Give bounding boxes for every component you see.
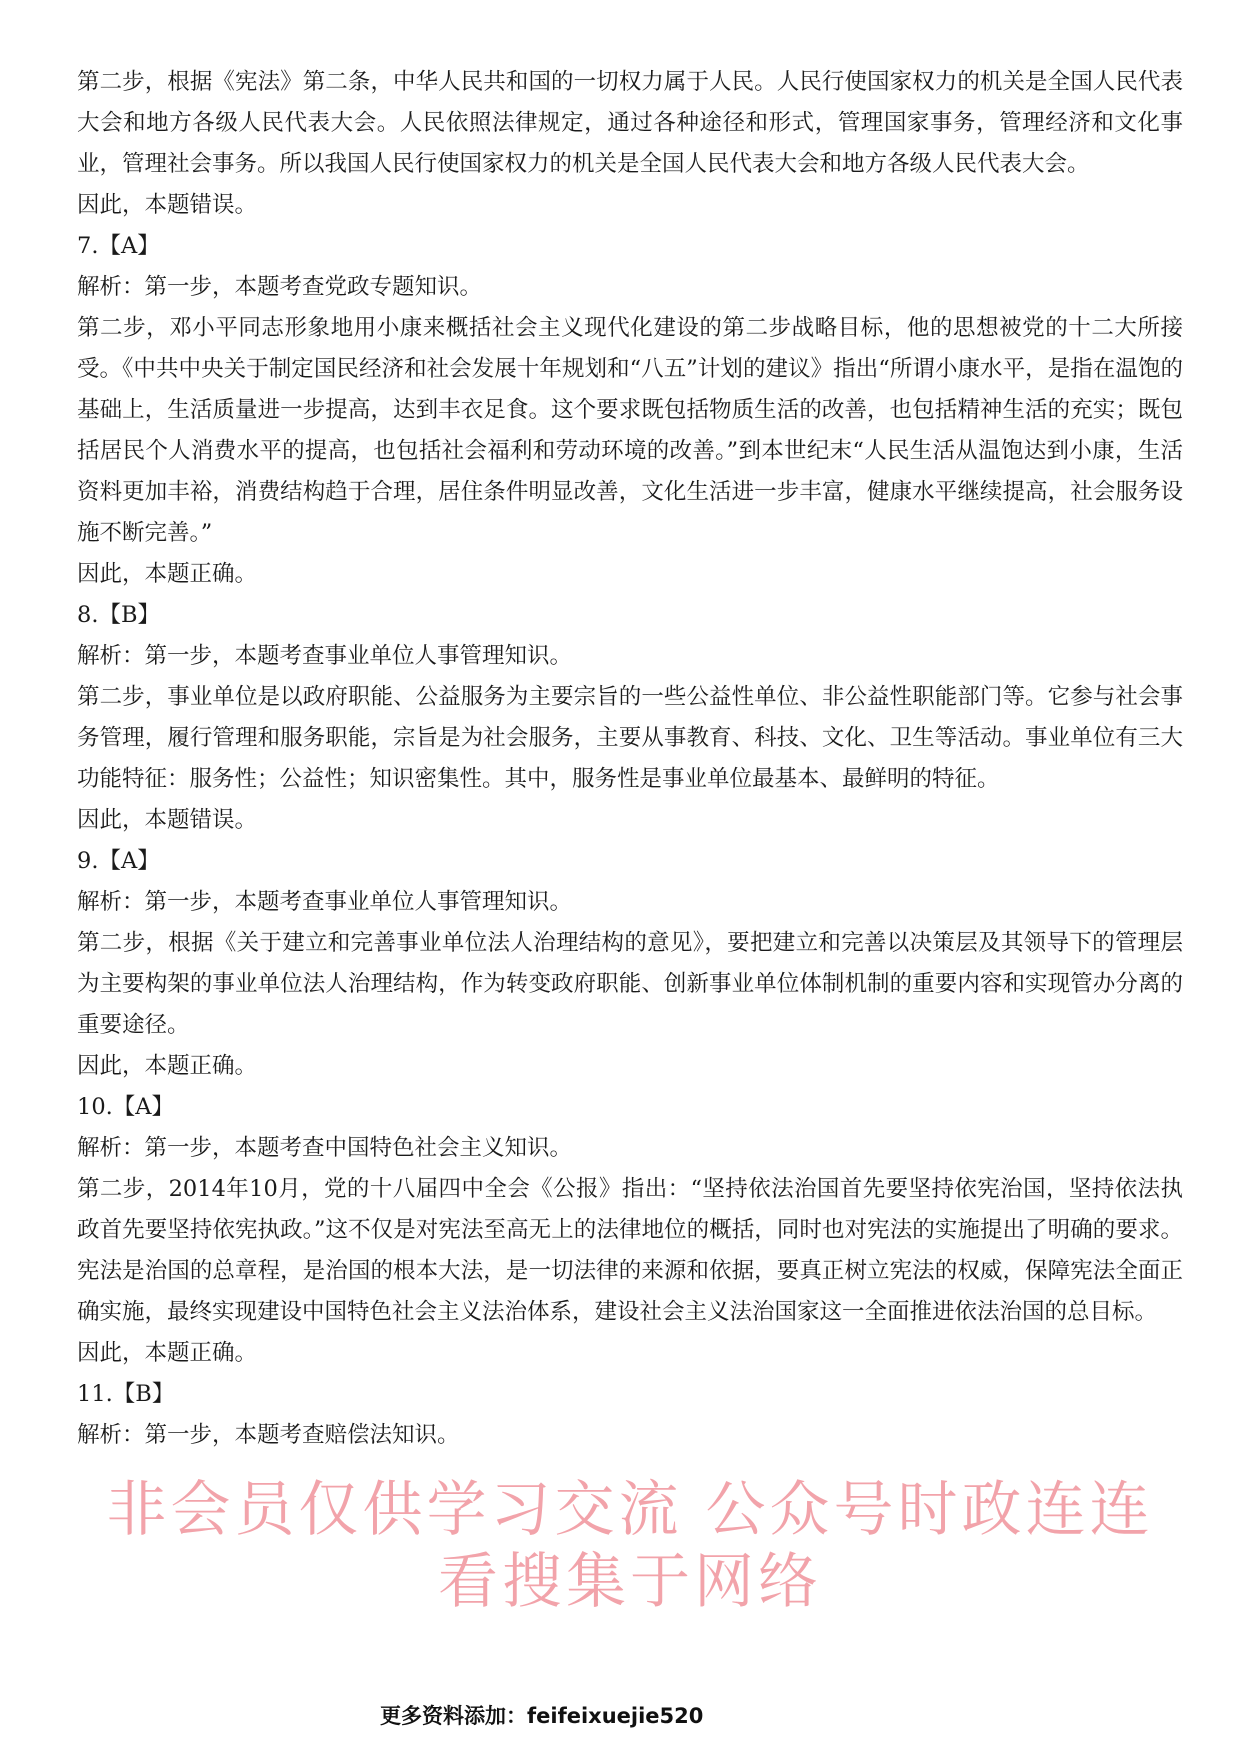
paragraph: 因此，本题正确。 bbox=[77, 1053, 258, 1079]
question-heading: 10.【A】 bbox=[77, 1094, 175, 1120]
paragraph: 因此，本题错误。 bbox=[77, 192, 258, 218]
question-heading: 7.【A】 bbox=[77, 233, 160, 259]
footer-note: 更多资料添加：feifeixuejie520 bbox=[380, 1704, 704, 1728]
paragraph: 解析：第一步，本题考查事业单位人事管理知识。 bbox=[77, 889, 573, 915]
paragraph: 解析：第一步，本题考查中国特色社会主义知识。 bbox=[77, 1135, 573, 1161]
watermark: 非会员仅供学习交流 公众号时政连连看搜集于网络 bbox=[106, 1475, 1154, 1617]
question-heading: 11.【B】 bbox=[77, 1381, 175, 1407]
paragraph: 因此，本题正确。 bbox=[77, 561, 258, 587]
paragraph: 解析：第一步，本题考查党政专题知识。 bbox=[77, 274, 483, 300]
paragraph: 解析：第一步，本题考查事业单位人事管理知识。 bbox=[77, 643, 573, 669]
paragraph: 第二步，事业单位是以政府职能、公益服务为主要宗旨的一些公益性单位、非公益性职能部门等。它参与社会事务管理，履行管理和服务职能，宗旨是为社会服务，主要从事教育、科技、文化、卫生等活动。事业单位有三大功能特征：服务性；公益性；知识密集性。其中，服务性是事业单位最基本、最鲜明的特征。 bbox=[77, 684, 1183, 792]
paragraph: 第二步，根据《关于建立和完善事业单位法人治理结构的意见》，要把建立和完善以决策层及其领导下的管理层为主要构架的事业单位法人治理结构，作为转变政府职能、创新事业单位体制机制的重要内容和实现管办分离的重要途径。 bbox=[77, 930, 1183, 1038]
paragraph: 第二步，2014年10月，党的十八届四中全会《公报》指出：“坚持依法治国首先要坚持依宪治国，坚持依法执政首先要坚持依宪执政。”这不仅是对宪法至高无上的法律地位的概括，同时也对宪法的实施提出了明确的要求。宪法是治国的总章程，是治国的根本大法，是一切法律的来源和依据，要真正树立宪法的权威，保障宪法全面正确实施，最终实现建设中国特色社会主义法治体系，建设社会主义法治国家这一全面推进依法治国的总目标。 bbox=[77, 1176, 1183, 1325]
paragraph: 因此，本题正确。 bbox=[77, 1340, 258, 1366]
paragraph: 因此，本题错误。 bbox=[77, 807, 258, 833]
paragraph: 第二步，根据《宪法》第二条，中华人民共和国的一切权力属于人民。人民行使国家权力的机关是全国人民代表大会和地方各级人民代表大会。人民依照法律规定，通过各种途径和形式，管理国家事务，管理经济和文化事业，管理社会事务。所以我国人民行使国家权力的机关是全国人民代表大会和地方各级人民代表大会。 bbox=[77, 69, 1183, 177]
paragraph: 解析：第一步，本题考查赔偿法知识。 bbox=[77, 1422, 460, 1448]
question-heading: 9.【A】 bbox=[77, 848, 160, 874]
document-body bbox=[77, 62, 1183, 1456]
paragraph: 第二步，邓小平同志形象地用小康来概括社会主义现代化建设的第二步战略目标，他的思想被党的十二大所接受。《中共中央关于制定国民经济和社会发展十年规划和“八五”计划的建议》指出“所谓小康水平，是指在温饱的基础上，生活质量进一步提高，达到丰衣足食。这个要求既包括物质生活的改善，也包括精神生活的充实；既包括居民个人消费水平的提高，也包括社会福利和劳动环境的改善。”到本世纪末“人民生活从温饱达到小康，生活资料更加丰裕，消费结构趋于合理，居住条件明显改善，文化生活进一步丰富，健康水平继续提高，社会服务设施不断完善。” bbox=[77, 315, 1183, 546]
question-heading: 8.【B】 bbox=[77, 602, 161, 628]
